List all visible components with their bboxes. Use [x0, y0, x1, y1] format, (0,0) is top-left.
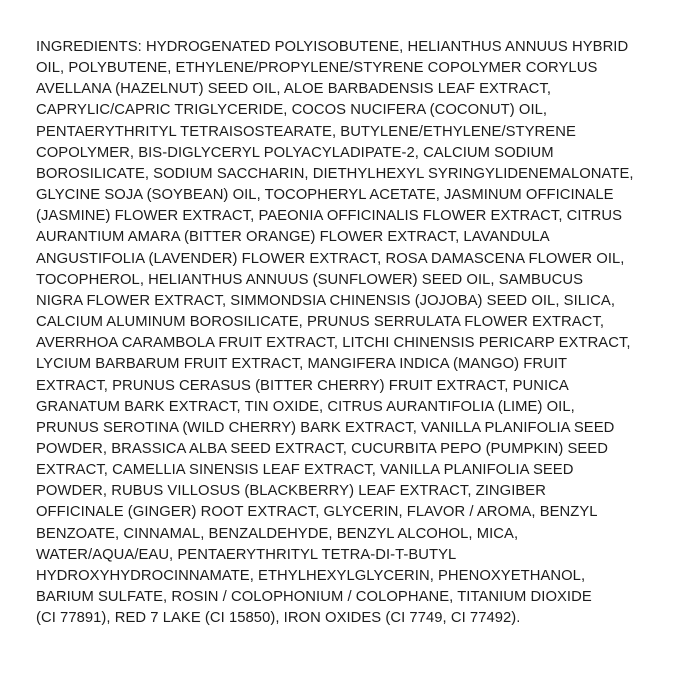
ingredients-line: BARIUM SULFATE, ROSIN / COLOPHONIUM / COLOPHANE, TITANIUM DIOXIDE [36, 589, 592, 606]
ingredients-line: PRUNUS SEROTINA (WILD CHERRY) BARK EXTRACT, VANILLA PLANIFOLIA SEED [36, 419, 615, 436]
ingredients-line: EXTRACT, CAMELLIA SINENSIS LEAF EXTRACT, VANILLA PLANIFOLIA SEED [36, 462, 574, 479]
ingredients-line: AVELLANA (HAZELNUT) SEED OIL, ALOE BARBADENSIS LEAF EXTRACT, [36, 81, 552, 98]
ingredients-line: CALCIUM ALUMINUM BOROSILICATE, PRUNUS SERRULATA FLOWER EXTRACT, [36, 314, 604, 331]
ingredients-line: NIGRA FLOWER EXTRACT, SIMMONDSIA CHINENSIS (JOJOBA) SEED OIL, SILICA, [36, 292, 615, 309]
ingredients-line: TOCOPHEROL, HELIANTHUS ANNUUS (SUNFLOWER) SEED OIL, SAMBUCUS [36, 271, 584, 288]
ingredients-line: INGREDIENTS: HYDROGENATED POLYISOBUTENE, HELIANTHUS ANNUUS HYBRID [36, 39, 629, 55]
ingredients-line: POWDER, BRASSICA ALBA SEED EXTRACT, CUCURBITA PEPO (PUMPKIN) SEED [36, 440, 608, 457]
ingredients-line: BENZOATE, CINNAMAL, BENZALDEHYDE, BENZYL ALCOHOL, MICA, [36, 525, 519, 542]
ingredients-line: BOROSILICATE, SODIUM SACCHARIN, DIETHYLHEXYL SYRINGYLIDENEMALONATE, [36, 165, 634, 182]
ingredients-line: HYDROXYHYDROCINNAMATE, ETHYLHEXYLGLYCERIN, PHENOXYETHANOL, [36, 567, 586, 584]
ingredients-line: EXTRACT, PRUNUS CERASUS (BITTER CHERRY) FRUIT EXTRACT, PUNICA [36, 377, 569, 394]
ingredients-line: WATER/AQUA/EAU, PENTAERYTHRITYL TETRA-DI-T-BUTYL [36, 546, 457, 563]
ingredients-line: CAPRYLIC/CAPRIC TRIGLYCERIDE, COCOS NUCIFERA (COCONUT) OIL, [36, 102, 548, 119]
ingredients-line: COPOLYMER, BIS-DIGLYCERYL POLYACYLADIPATE-2, CALCIUM SODIUM [36, 144, 554, 161]
ingredients-line: ANGUSTIFOLIA (LAVENDER) FLOWER EXTRACT, ROSA DAMASCENA FLOWER OIL, [36, 250, 625, 267]
ingredients-line: (JASMINE) FLOWER EXTRACT, PAEONIA OFFICINALIS FLOWER EXTRACT, CITRUS [36, 208, 623, 225]
ingredients-line: OIL, POLYBUTENE, ETHYLENE/PROPYLENE/STYRENE COPOLYMER CORYLUS [36, 60, 598, 77]
ingredients-line: (CI 77891), RED 7 LAKE (CI 15850), IRON OXIDES (CI 7749, CI 77492). [36, 610, 521, 627]
ingredients-line: LYCIUM BARBARUM FRUIT EXTRACT, MANGIFERA INDICA (MANGO) FRUIT [36, 356, 568, 373]
ingredients-line: OFFICINALE (GINGER) ROOT EXTRACT, GLYCERIN, FLAVOR / AROMA, BENZYL [36, 504, 598, 521]
ingredients-line: PENTAERYTHRITYL TETRAISOSTEARATE, BUTYLENE/ETHYLENE/STYRENE [36, 123, 576, 140]
ingredients-text-block [36, 37, 651, 629]
ingredients-line: GLYCINE SOJA (SOYBEAN) OIL, TOCOPHERYL ACETATE, JASMINUM OFFICINALE [36, 187, 614, 204]
ingredients-line: AURANTIUM AMARA (BITTER ORANGE) FLOWER EXTRACT, LAVANDULA [36, 229, 550, 246]
ingredients-line: GRANATUM BARK EXTRACT, TIN OXIDE, CITRUS AURANTIFOLIA (LIME) OIL, [36, 398, 575, 415]
ingredients-line: POWDER, RUBUS VILLOSUS (BLACKBERRY) LEAF EXTRACT, ZINGIBER [36, 483, 546, 500]
ingredients-line: AVERRHOA CARAMBOLA FRUIT EXTRACT, LITCHI CHINENSIS PERICARP EXTRACT, [36, 335, 631, 352]
